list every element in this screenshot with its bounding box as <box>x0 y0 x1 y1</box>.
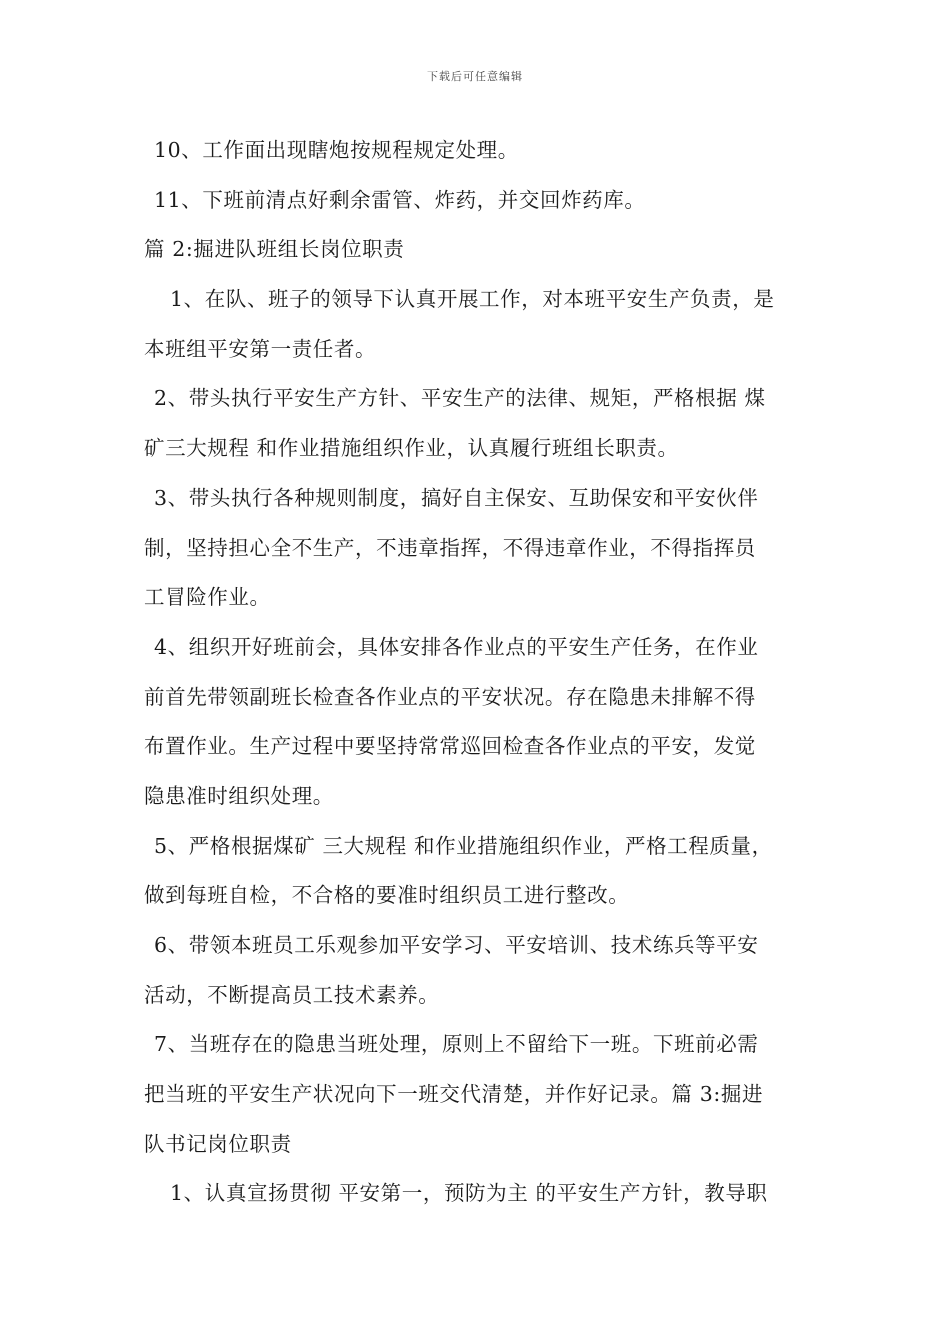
text-line: 布置作业。生产过程中要坚持常常巡回检查各作业点的平安，发觉 <box>144 734 756 759</box>
page-header-watermark: 下载后可任意编辑 <box>427 70 523 83</box>
section-heading: 篇 2:掘进队班组长岗位职责 <box>144 237 405 262</box>
text-line: 2、带头执行平安生产方针、平安生产的法律、规矩，严格根据 煤 <box>154 386 766 411</box>
text-line: 把当班的平安生产状况向下一班交代清楚，并作好记录。篇 3:掘进 <box>144 1082 764 1107</box>
text-line: 11、下班前清点好剩余雷管、炸药，并交回炸药库。 <box>154 187 646 212</box>
text-line: 队书记岗位职责 <box>144 1131 292 1156</box>
document-body <box>144 130 824 1223</box>
text-line: 本班组平安第一责任者。 <box>144 336 377 361</box>
text-line: 前首先带领副班长检查各作业点的平安状况。存在隐患未排解不得 <box>144 684 756 709</box>
text-line: 6、带领本班员工乐观参加平安学习、平安培训、技术练兵等平安 <box>154 933 759 957</box>
text-line: 做到每班自检，不合格的要准时组织员工进行整改。 <box>144 883 630 908</box>
text-line: 4、组织开好班前会，具体安排各作业点的平安生产任务，在作业 <box>154 634 759 659</box>
text-line: 活动，不断提高员工技术素养。 <box>144 982 440 1007</box>
text-line: 1、认真宣扬贯彻 平安第一，预防为主 的平安生产方针，教导职 <box>170 1181 768 1206</box>
text-line: 7、当班存在的隐患当班处理，原则上不留给下一班。下班前必需 <box>154 1032 759 1057</box>
text-line: 矿三大规程 和作业措施组织作业，认真履行班组长职责。 <box>144 436 679 461</box>
text-line: 隐患准时组织处理。 <box>144 783 334 808</box>
text-line: 5、严格根据煤矿 三大规程 和作业措施组织作业，严格工程质量， <box>154 833 773 858</box>
text-line: 制，坚持担心全不生产，不违章指挥，不得违章作业，不得指挥员 <box>144 535 756 560</box>
text-line: 1、在队、班子的领导下认真开展工作，对本班平安生产负责，是 <box>170 287 775 312</box>
text-line: 工冒险作业。 <box>144 585 271 610</box>
text-line: 3、带头执行各种规则制度，搞好自主保安、互助保安和平安伙伴 <box>154 485 759 510</box>
text-line: 10、工作面出现瞎炮按规程规定处理。 <box>154 138 519 162</box>
